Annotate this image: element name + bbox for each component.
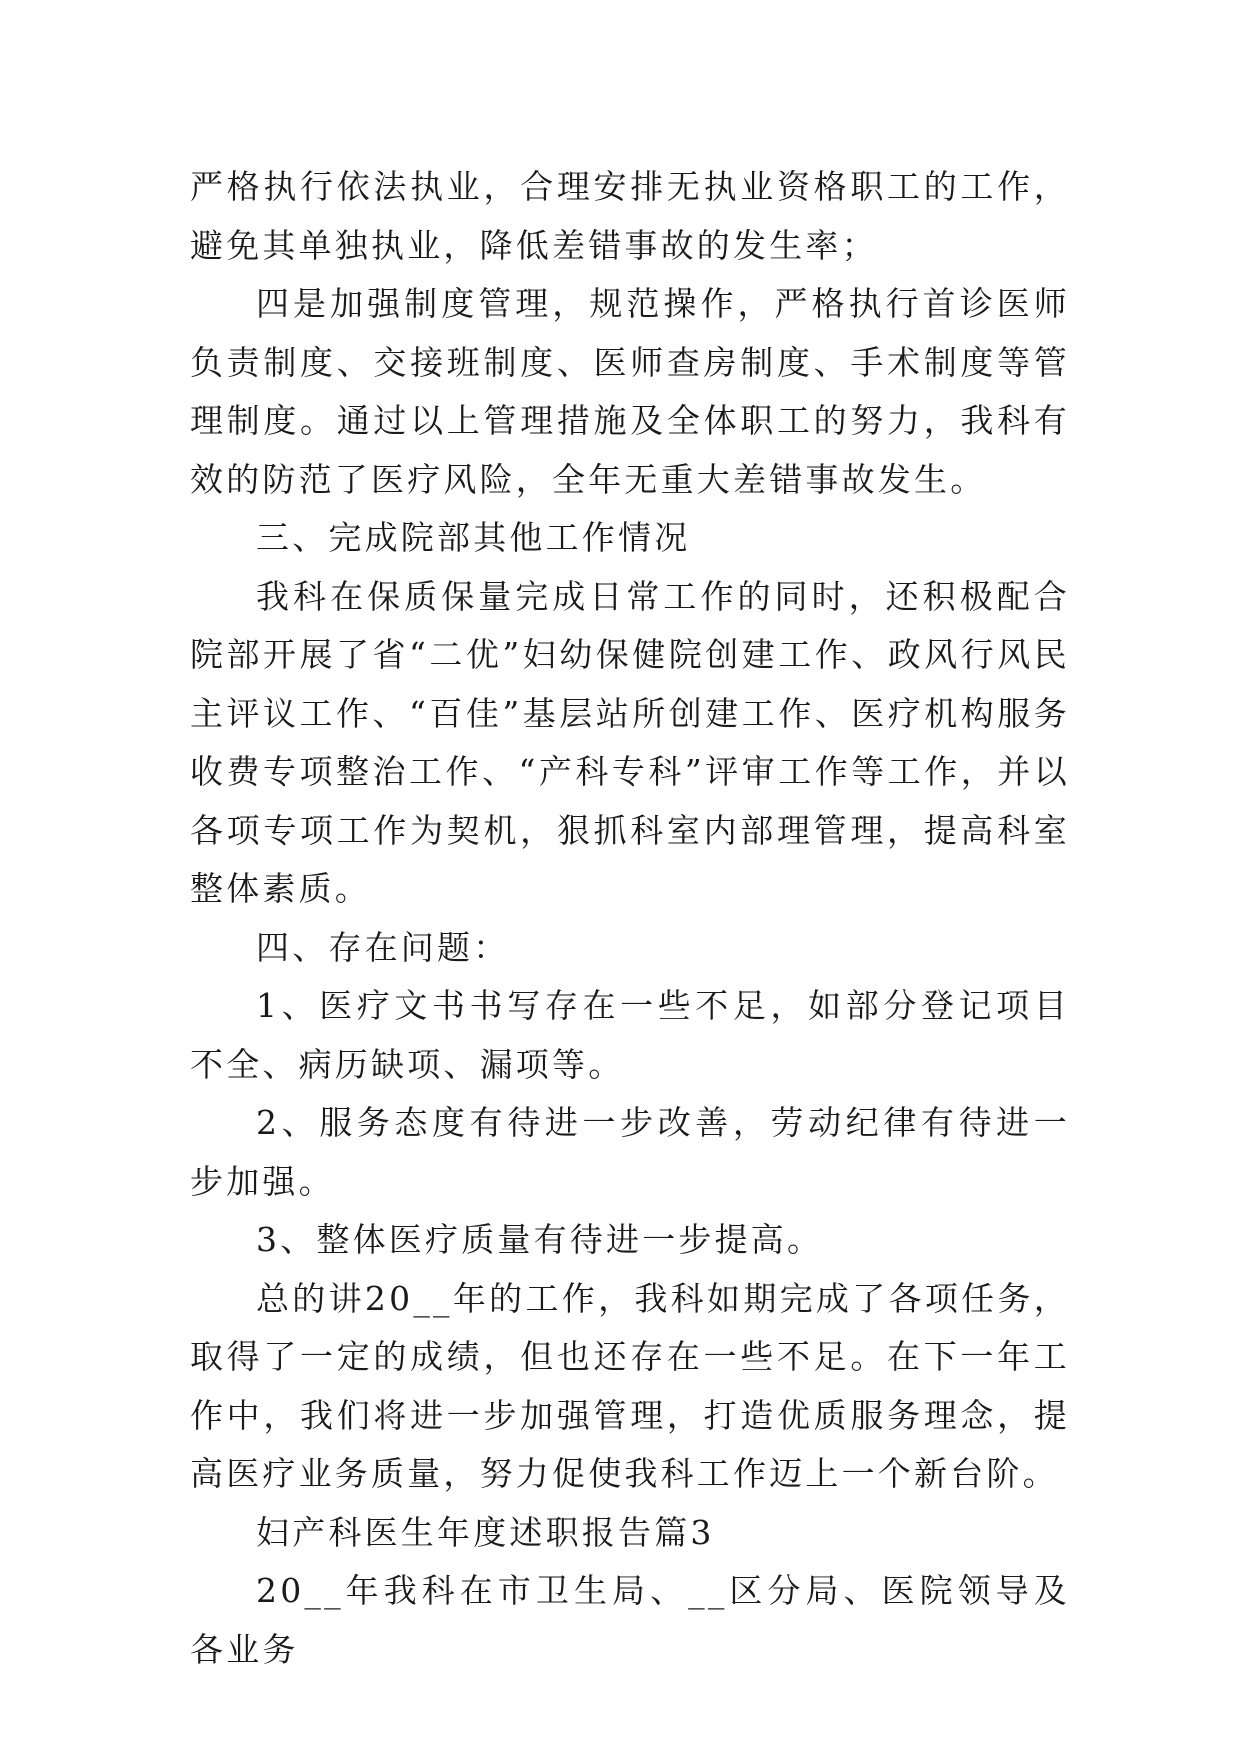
paragraph: 总的讲20__年的工作，我科如期完成了各项任务，取得了一定的成绩，但也还存在一些不足。在下一年工作中，我们将进一步加强管理，打造优质服务理念，提高医疗业务质量，努力促使我科工作迈上一个新台阶。 [190,1278,1070,1493]
section-heading: 三、完成院部其他工作情况 [256,518,691,557]
article-title: 妇产科医生年度述职报告篇3 [256,1512,715,1552]
section-heading: 四、存在问题： [256,927,510,967]
paragraph: 20__年我科在市卫生局、__区分局、医院领导及各业务 [190,1571,1070,1669]
paragraph: 我科在保质保量完成日常工作的同时，还积极配合院部开展了省“二优”妇幼保健院创建工作、政风行风民主评议工作、“百佳”基层站所创建工作、医疗机构服务收费专项整治工作、“产科专科”评审工作等工作，并以各项专项工作为契机，狠抓科室内部理管理，提高科室整体素质。 [190,576,1070,908]
paragraph: 严格执行依法执业，合理安排无执业资格职工的工作，避免其单独执业，降低差错事故的发生率； [190,167,1070,265]
list-item: 1、医疗文书书写存在一些不足，如部分登记项目不全、病历缺项、漏项等。 [190,986,1070,1084]
paragraph: 四是加强制度管理，规范操作，严格执行首诊医师负责制度、交接班制度、医师查房制度、手术制度等管理制度。通过以上管理措施及全体职工的努力，我科有效的防范了医疗风险，全年无重大差错事故发生。 [190,284,1070,499]
document-body [190,158,1070,1679]
list-item: 3、整体医疗质量有待进一步提高。 [256,1220,824,1259]
list-item: 2、服务态度有待进一步改善，劳动纪律有待进一步加强。 [190,1103,1070,1201]
